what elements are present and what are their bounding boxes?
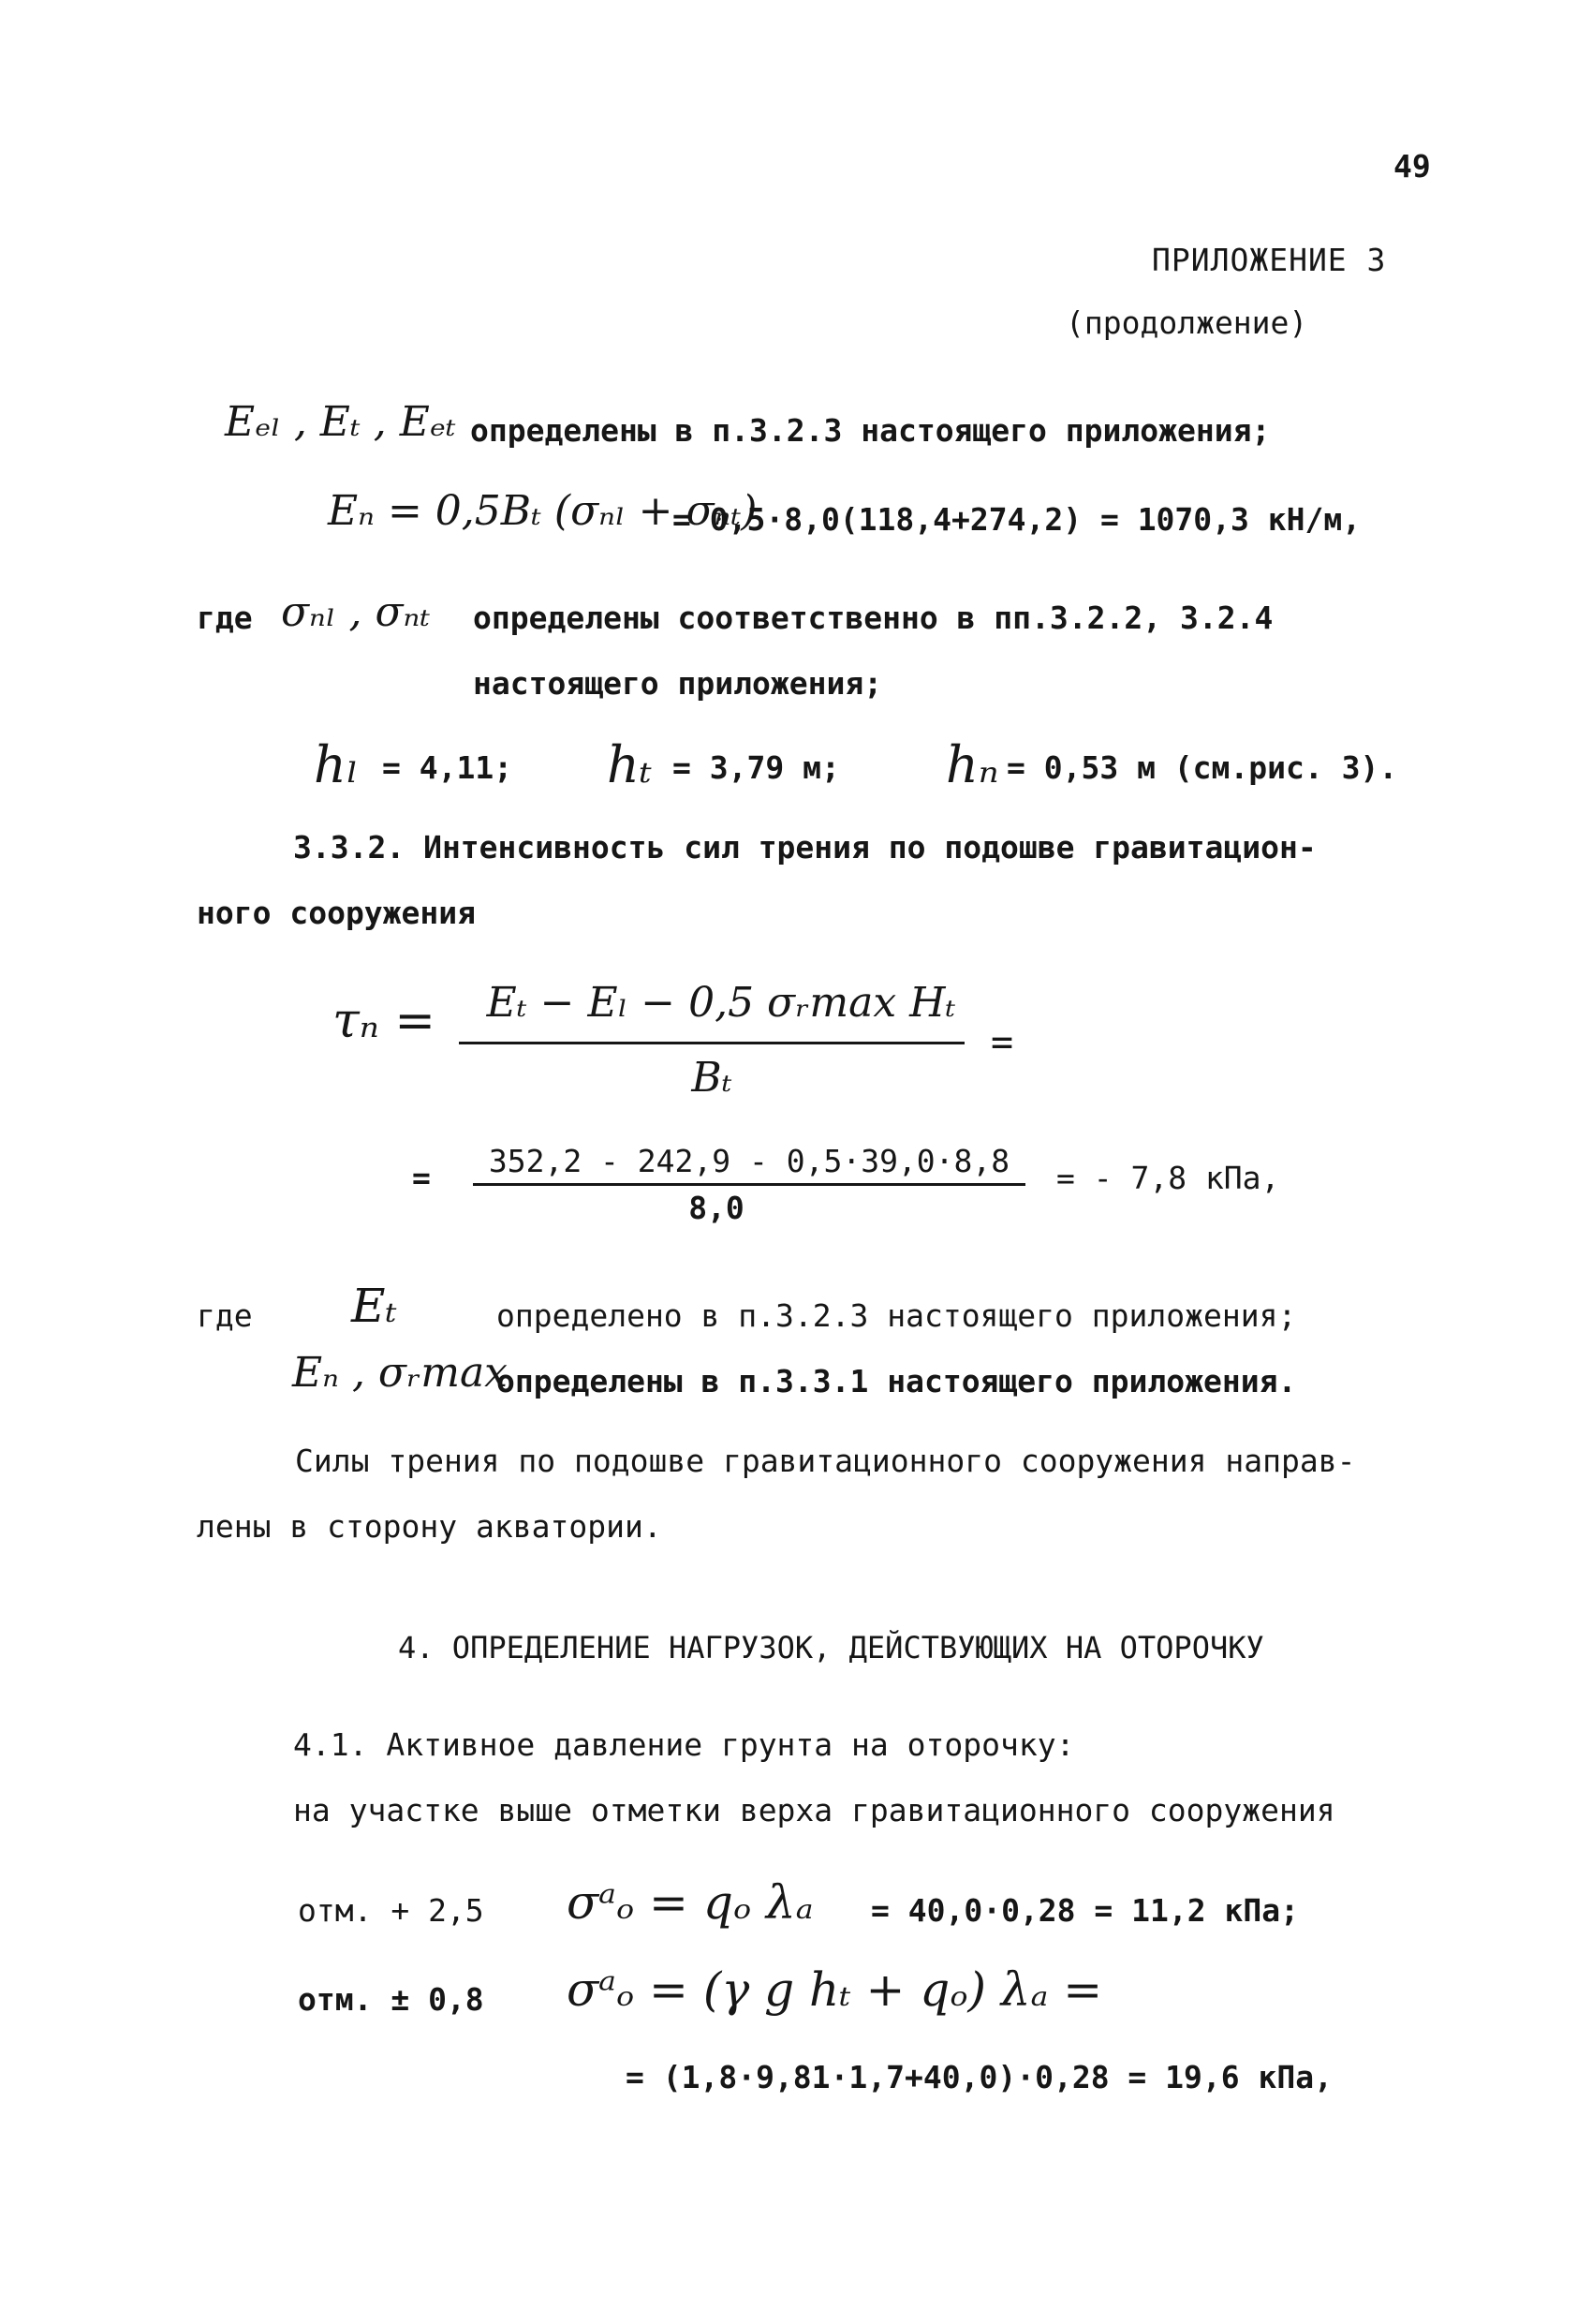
page-number: 49 xyxy=(1393,148,1431,185)
calc-result: = - 7,8 кПа, xyxy=(1056,1160,1280,1196)
calc-denominator: 8,0 xyxy=(688,1190,744,1226)
sigma-defined-text-2: настоящего приложения; xyxy=(473,665,883,702)
formula-2-math: σᵃₒ = (γ g hₜ + qₒ) λₐ = xyxy=(567,1962,1103,2017)
paragraph-4-1: 4.1. Активное давление грунта на оторочку: xyxy=(293,1726,1075,1763)
e-variables: Eₑₗ , Eₜ , Eₑₜ xyxy=(225,398,456,446)
en-formula-value: = 0,5·8,0(118,4+274,2) = 1070,3 кН/м, xyxy=(672,501,1362,538)
where-label-2: где xyxy=(197,1297,253,1334)
tau-equals: = xyxy=(991,1021,1014,1064)
elevation-1: отм. + 2,5 xyxy=(298,1892,484,1929)
tau-fraction-bar xyxy=(459,1042,965,1044)
calc-equals: = xyxy=(412,1160,431,1196)
elevation-2: отм. ± 0,8 xyxy=(298,1981,484,2018)
sigma-defined-text: определены соответственно в пп.3.2.2, 3.2.4 xyxy=(473,600,1274,636)
section-4-heading: 4. ОПРЕДЕЛЕНИЕ НАГРУЗОК, ДЕЙСТВУЮЩИХ НА ОТОРОЧКУ xyxy=(398,1630,1264,1665)
sigma-variables: σₙₗ , σₙₜ xyxy=(281,588,431,636)
appendix-continued: (продолжение) xyxy=(1066,304,1308,341)
h-l-symbol: hₗ xyxy=(314,735,359,794)
tau-denominator: Bₜ xyxy=(691,1054,732,1102)
en-formula: Eₙ = 0,5Bₜ (σₙₗ + σₙₜ) xyxy=(328,487,758,535)
en-sigma-defined-text: определены в п.3.3.1 настоящего приложения. xyxy=(496,1363,1297,1399)
h-t-value: = 3,79 м; xyxy=(672,749,840,786)
formula-1-value: = 40,0·0,28 = 11,2 кПа; xyxy=(871,1892,1299,1929)
e-t-defined-text: определено в п.3.2.3 настоящего приложения; xyxy=(496,1297,1297,1334)
en-sigma-variables: Eₙ , σᵣmax xyxy=(292,1349,508,1397)
tau-lhs: τₙ = xyxy=(332,993,435,1049)
paragraph-3-3-2-line-1: 3.3.2. Интенсивность сил трения по подошве гравитацион- xyxy=(293,829,1317,866)
h-n-symbol: hₙ xyxy=(946,735,999,794)
where-label: где xyxy=(197,600,253,636)
formula-1-math: σᵃₒ = qₒ λₐ xyxy=(567,1875,814,1930)
forces-paragraph-line-1: Силы трения по подошве гравитационного сооружения направ- xyxy=(295,1443,1356,1479)
e-t-symbol: Eₜ xyxy=(351,1279,397,1333)
appendix-heading: ПРИЛОЖЕНИЕ 3 xyxy=(1152,242,1387,278)
paragraph-3-3-2-line-2: ного сооружения xyxy=(197,895,477,931)
h-l-value: = 4,11; xyxy=(382,749,513,786)
e-defined-text: определены в п.3.2.3 настоящего приложения; xyxy=(470,412,1271,449)
paragraph-4-1-b: на участке выше отметки верха гравитационного сооружения xyxy=(293,1792,1335,1828)
h-n-value: = 0,53 м (см.рис. 3). xyxy=(1007,749,1398,786)
tau-numerator: Eₜ − Eₗ − 0,5 σᵣmax Hₜ xyxy=(486,979,956,1027)
forces-paragraph-line-2: лены в сторону акватории. xyxy=(197,1508,662,1545)
calc-numerator: 352,2 - 242,9 - 0,5·39,0·8,8 xyxy=(488,1143,1010,1179)
h-t-symbol: hₜ xyxy=(607,735,653,794)
formula-2-value: = (1,8·9,81·1,7+40,0)·0,28 = 19,6 кПа, xyxy=(626,2059,1333,2095)
calc-fraction-bar xyxy=(473,1183,1025,1186)
